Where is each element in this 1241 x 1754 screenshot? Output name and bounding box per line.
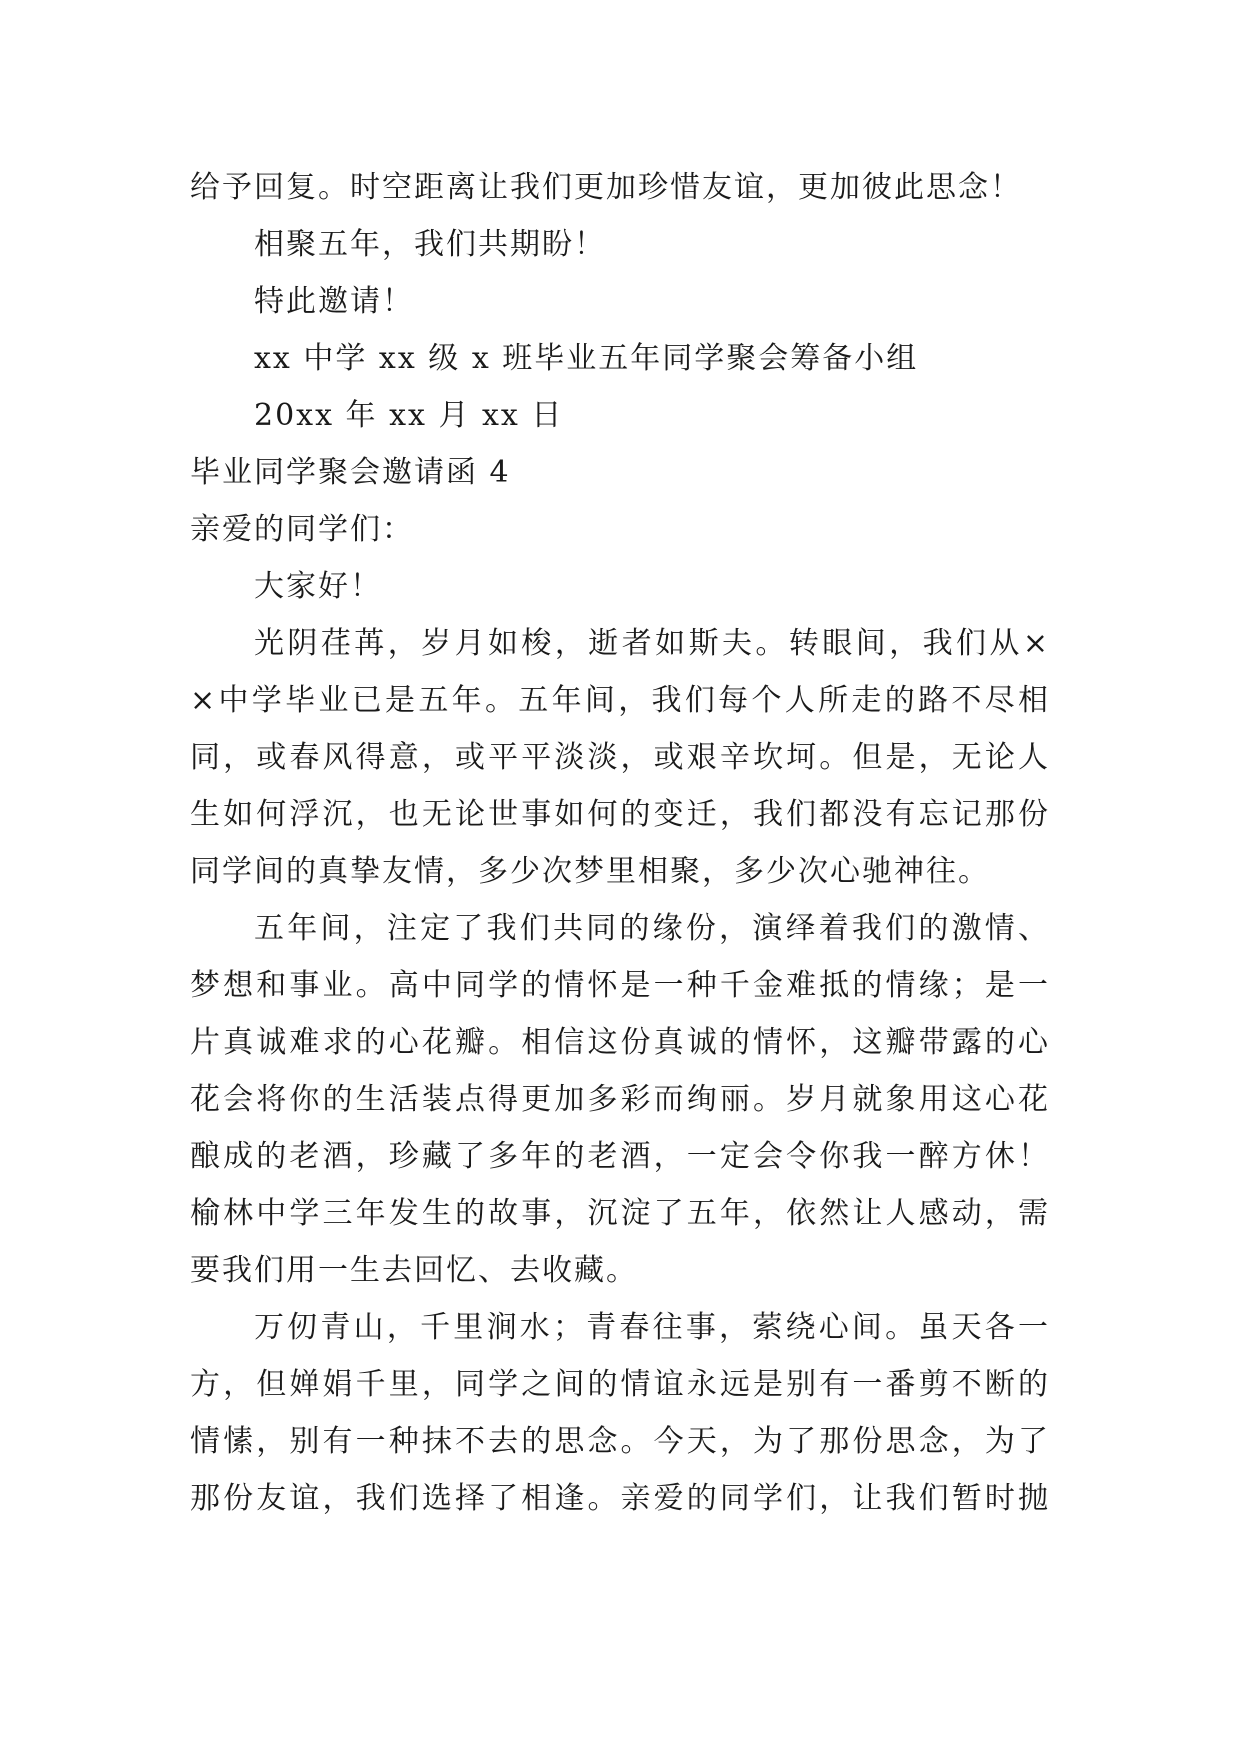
- salutation: 亲爱的同学们：: [190, 512, 414, 547]
- section-title: 毕业同学聚会邀请函 4: [190, 455, 511, 490]
- text-line: 榆林中学三年发生的故事，沉淀了五年，依然让人感动，需: [190, 1196, 1050, 1231]
- text-line: 特此邀请！: [254, 284, 414, 319]
- text-line: ×中学毕业已是五年。五年间，我们每个人所走的路不尽相: [190, 683, 1050, 718]
- text-line: 要我们用一生去回忆、去收藏。: [190, 1253, 638, 1288]
- signature-date: 20xx 年 xx 月 xx 日: [254, 398, 564, 433]
- signature-organizer: xx 中学 xx 级 x 班毕业五年同学聚会筹备小组: [254, 341, 919, 376]
- text-line: 那份友谊，我们选择了相逢。亲爱的同学们，让我们暂时抛: [190, 1481, 1050, 1516]
- text-line: 梦想和事业。高中同学的情怀是一种千金难抵的情缘；是一: [190, 968, 1050, 1003]
- text-line: 同，或春风得意，或平平淡淡，或艰辛坎坷。但是，无论人: [190, 740, 1050, 775]
- greeting: 大家好！: [254, 569, 382, 604]
- text-line: 同学间的真挚友情，多少次梦里相聚，多少次心驰神往。: [190, 854, 990, 889]
- text-line: 相聚五年，我们共期盼！: [254, 227, 606, 262]
- text-line: 方，但婵娟千里，同学之间的情谊永远是别有一番剪不断的: [190, 1367, 1050, 1402]
- text-line: 片真诚难求的心花瓣。相信这份真诚的情怀，这瓣带露的心: [190, 1025, 1050, 1060]
- text-line: 酿成的老酒，珍藏了多年的老酒，一定会令你我一醉方休！: [190, 1139, 1050, 1174]
- text-line: 光阴荏苒，岁月如梭，逝者如斯夫。转眼间，我们从×: [254, 626, 1050, 661]
- text-line: 生如何浮沉，也无论世事如何的变迁，我们都没有忘记那份: [190, 797, 1050, 832]
- text-line: 万仞青山，千里涧水；青春往事，萦绕心间。虽天各一: [254, 1310, 1050, 1345]
- text-line: 情愫，别有一种抹不去的思念。今天，为了那份思念，为了: [190, 1424, 1050, 1459]
- text-line: 五年间，注定了我们共同的缘份，演绎着我们的激情、: [254, 911, 1050, 946]
- text-line: 花会将你的生活装点得更加多彩而绚丽。岁月就象用这心花: [190, 1082, 1050, 1117]
- text-line: 给予回复。时空距离让我们更加珍惜友谊，更加彼此思念！: [190, 170, 1022, 205]
